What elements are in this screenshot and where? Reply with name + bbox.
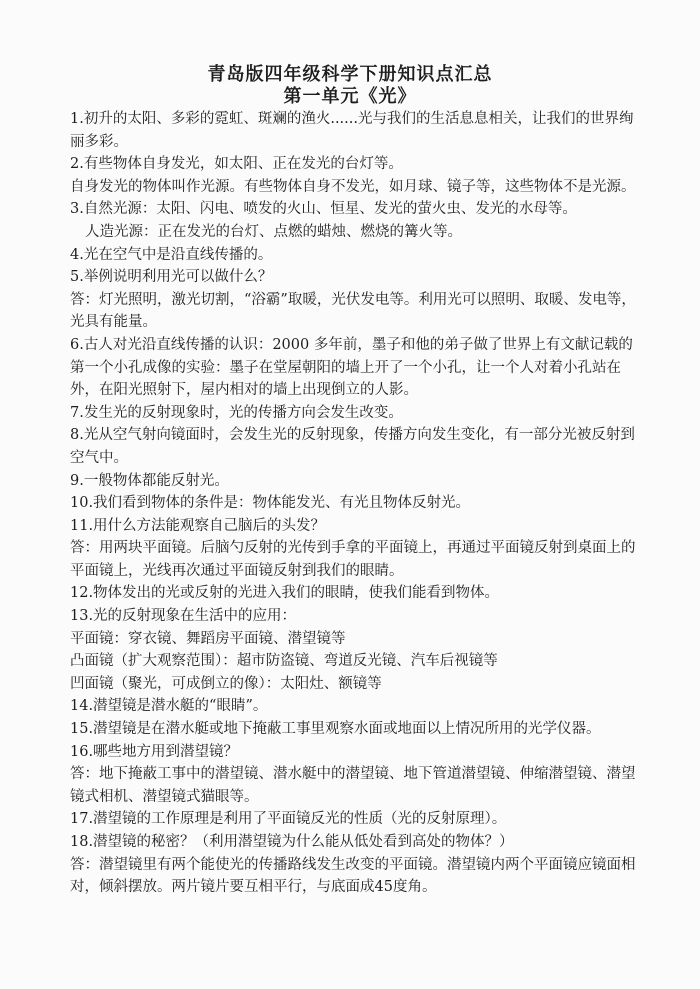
paragraph-10: 10.我们看到物体的条件是：物体能发光、有光且物体反射光。 (70, 495, 471, 512)
paragraph-13-convex: 凸面镜（扩大观察范围）：超市防盗镜、弯道反光镜、汽车后视镜等 (70, 653, 498, 670)
paragraph-11-answer: 答：用两块平面镜。后脑勺反射的光传到手拿的平面镜上，再通过平面镜反射到桌面上的平面镜上，光线再次通过平面镜反射到我们的眼睛。 (70, 540, 636, 579)
paragraph-1: 1.初升的太阳、多彩的霓虹、斑斓的渔火......光与我们的生活息息相关，让我们的世界绚丽多彩。 (70, 111, 634, 150)
paragraph-2-detail: 自身发光的物体叫作光源。有些物体自身不发光，如月球、镜子等，这些物体不是光源。 (70, 178, 636, 195)
paragraph-13-concave: 凹面镜（聚光，可成倒立的像）：太阳灶、额镜等 (70, 675, 382, 692)
paragraph-2: 2.有些物体自身发光，如太阳、正在发光的台灯等。 (70, 156, 403, 173)
paragraph-18-question: 18.潜望镜的秘密？（利用潜望镜为什么能从低处看到高处的物体？） (70, 834, 514, 850)
paragraph-3-artificial: 人造光源：正在发光的台灯、点燃的蜡烛、燃烧的篝火等。 (85, 223, 462, 240)
paragraph-3: 3.自然光源：太阳、闪电、喷发的火山、恒星、发光的萤火虫、发光的水母等。 (70, 201, 577, 218)
paragraph-12: 12.物体发出的光或反射的光进入我们的眼睛，使我们能看到物体。 (70, 585, 500, 602)
paragraph-4: 4.光在空气中是沿直线传播的。 (70, 246, 273, 263)
paragraph-13-plane: 平面镜：穿衣镜、舞蹈房平面镜、潜望镜等 (70, 630, 346, 647)
paragraph-17: 17.潜望镜的工作原理是利用了平面镜反光的性质（光的反射原理）。 (70, 811, 507, 828)
paragraph-7: 7.发生光的反射现象时，光的传播方向会发生改变。 (70, 404, 403, 421)
paragraph-9: 9.一般物体都能反射光。 (70, 472, 229, 489)
paragraph-5-answer: 答：灯光照明，激光切割，“浴霸”取暖，光伏发电等。利用光可以照明、取暖、发电等，光具有能量。 (70, 291, 636, 331)
paragraph-16-answer: 答：地下掩蔽工事中的潜望镜、潜水艇中的潜望镜、地下管道潜望镜、伸缩潜望镜、潜望镜式相机、潜望镜式猫眼等。 (70, 766, 636, 805)
paragraph-16-question: 16.哪些地方用到潜望镜？ (70, 743, 239, 760)
document-body (70, 108, 645, 899)
paragraph-18-answer: 答：潜望镜里有两个能使光的传播路线发生改变的平面镜。潜望镜内两个平面镜应镜面相对，倾斜摆放。两片镜片要互相平行，与底面成45度角。 (70, 856, 636, 896)
paragraph-6: 6.古人对光沿直线传播的认识：2000 多年前，墨子和他的弟子做了世界上有文献记载的第一个小孔成像的实验：墨子在堂屋朝阳的墙上开了一个小孔，让一个人对着小孔站在外，在阳光照射下，屋内相对的墙上出现倒立的人影。 (70, 336, 633, 399)
paragraph-15: 15.潜望镜是在潜水艇或地下掩蔽工事里观察水面或地面以上情况所用的光学仪器。 (70, 721, 601, 738)
paragraph-5-question: 5.举例说明利用光可以做什么？ (70, 269, 273, 286)
paragraph-14: 14.潜望镜是潜水艇的“眼睛”。 (70, 698, 268, 715)
paragraph-11-question: 11.用什么方法能观察自己脑后的头发？ (70, 517, 326, 534)
unit-title: 第一单元《光》 (283, 86, 417, 107)
document-title: 青岛版四年级科学下册知识点汇总 (207, 64, 493, 85)
paragraph-13: 13.光的反射现象在生活中的应用： (70, 608, 297, 625)
paragraph-8: 8.光从空气射向镜面时，会发生光的反射现象，传播方向发生变化，有一部分光被反射到空气中。 (70, 427, 635, 466)
